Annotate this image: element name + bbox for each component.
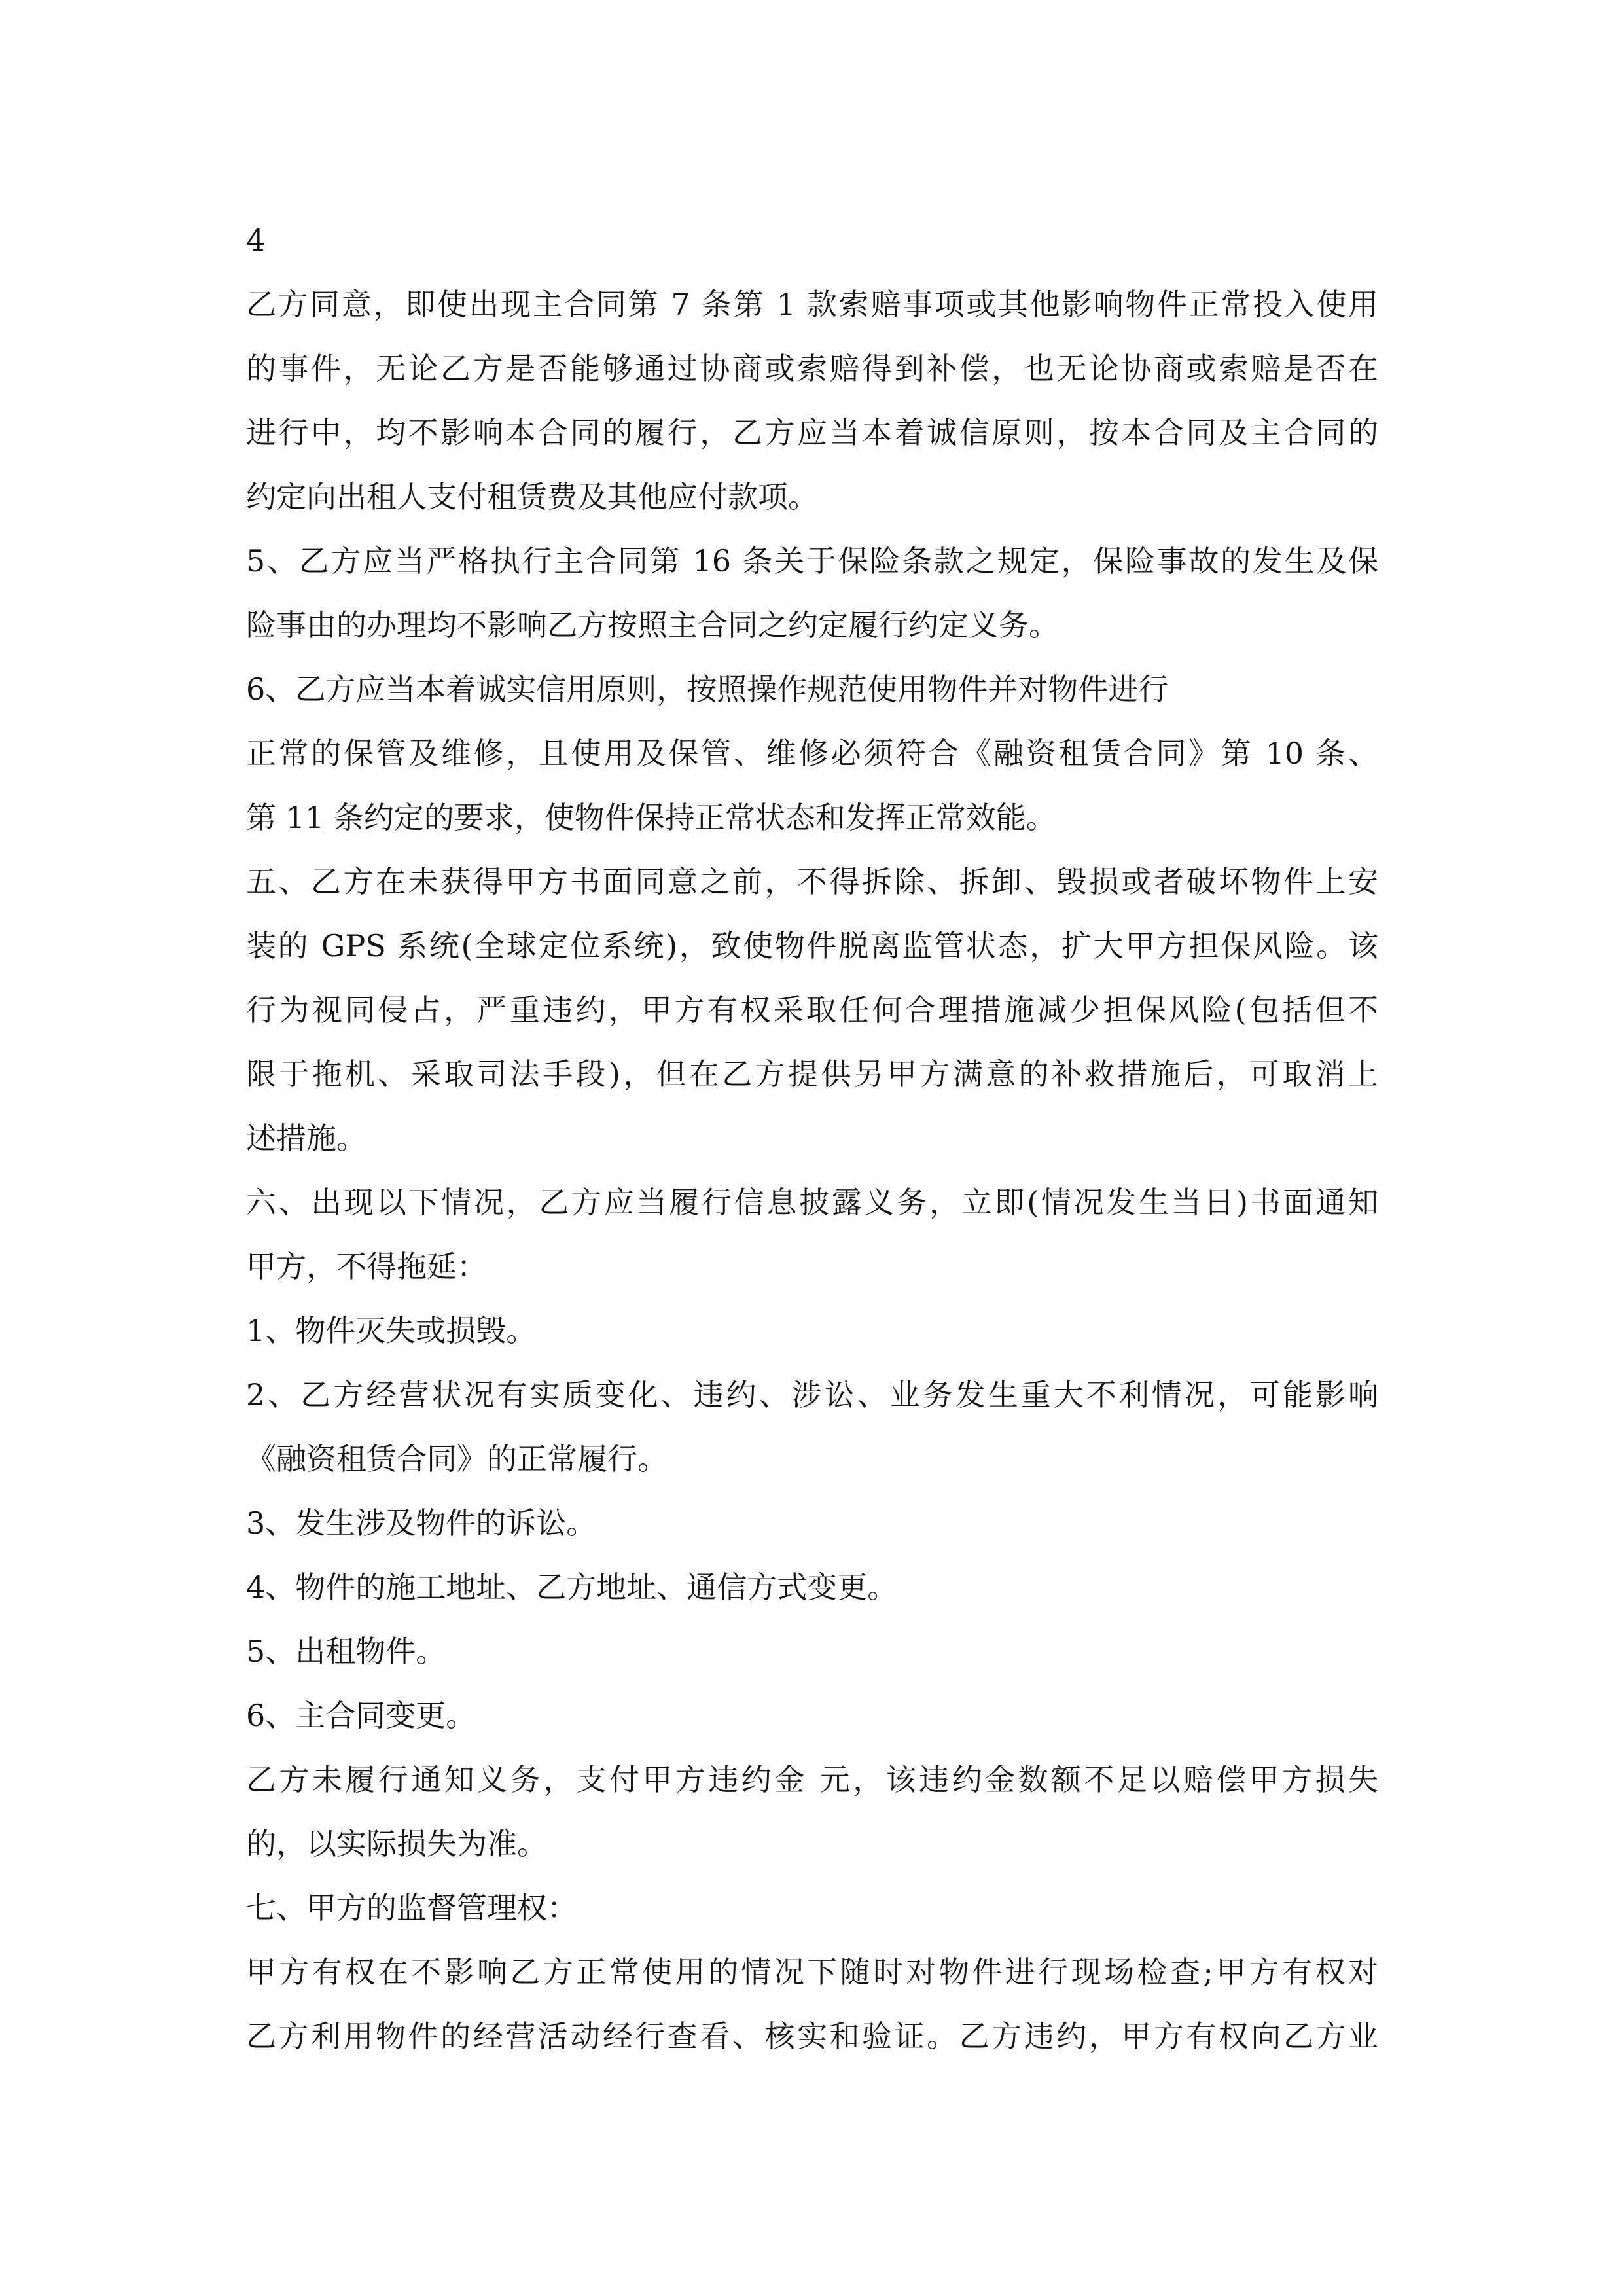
text-line: 行为视同侵占，严重违约，甲方有权采取任何合理措施减少担保风险(包括但不 <box>246 992 1378 1028</box>
text-line: 乙方利用物件的经营活动经行查看、核实和验证。乙方违约，甲方有权向乙方业 <box>246 2018 1378 2054</box>
text-line: 乙方同意，即使出现主合同第 7 条第 1 款索赔事项或其他影响物件正常投入使用 <box>246 287 1378 322</box>
text-line: 3、发生涉及物件的诉讼。 <box>246 1505 597 1541</box>
page-number: 4 <box>246 223 266 258</box>
text-line: 述措施。 <box>246 1121 366 1156</box>
text-line: 进行中，均不影响本合同的履行，乙方应当本着诚信原则，按本合同及主合同的 <box>246 415 1378 450</box>
text-line: 险事由的办理均不影响乙方按照主合同之约定履行约定义务。 <box>246 607 1059 643</box>
text-line: 甲方，不得拖延： <box>246 1249 487 1284</box>
text-line: 七、甲方的监督管理权： <box>246 1890 577 1926</box>
text-line: 5、乙方应当严格执行主合同第 16 条关于保险条款之规定，保险事故的发生及保 <box>246 543 1378 579</box>
text-line: 六、出现以下情况，乙方应当履行信息披露义务，立即(情况发生当日)书面通知 <box>246 1185 1378 1220</box>
text-line: 6、主合同变更。 <box>246 1698 476 1733</box>
document-body <box>246 208 1378 2068</box>
text-line: 限于拖机、采取司法手段)，但在乙方提供另甲方满意的补救措施后，可取消上 <box>246 1056 1378 1092</box>
text-line: 2、乙方经营状况有实质变化、违约、涉讼、业务发生重大不利情况，可能影响 <box>246 1377 1378 1412</box>
text-line: 《融资租赁合同》的正常履行。 <box>246 1441 668 1477</box>
text-line: 4、物件的施工地址、乙方地址、通信方式变更。 <box>246 1570 898 1605</box>
text-line: 第 11 条约定的要求，使物件保持正常状态和发挥正常效能。 <box>246 800 1056 835</box>
text-line: 正常的保管及维修，且使用及保管、维修必须符合《融资租赁合同》第 10 条、 <box>246 736 1378 771</box>
text-line: 6、乙方应当本着诚实信用原则，按照操作规范使用物件并对物件进行 <box>246 672 1169 707</box>
text-line: 1、物件灭失或损毁。 <box>246 1313 537 1348</box>
text-line: 装的 GPS 系统(全球定位系统)，致使物件脱离监管状态，扩大甲方担保风险。该 <box>246 928 1378 963</box>
text-line: 的事件，无论乙方是否能够通过协商或索赔得到补偿，也无论协商或索赔是否在 <box>246 351 1378 386</box>
text-line: 5、出租物件。 <box>246 1634 446 1669</box>
text-line: 甲方有权在不影响乙方正常使用的情况下随时对物件进行现场检查;甲方有权对 <box>246 1954 1378 1990</box>
text-line: 约定向出租人支付租赁费及其他应付款项。 <box>246 479 818 514</box>
text-line: 五、乙方在未获得甲方书面同意之前，不得拆除、拆卸、毁损或者破坏物件上安 <box>246 864 1378 899</box>
text-line: 的，以实际损失为准。 <box>246 1826 547 1861</box>
text-line: 乙方未履行通知义务，支付甲方违约金 元，该违约金数额不足以赔偿甲方损失 <box>246 1762 1378 1797</box>
